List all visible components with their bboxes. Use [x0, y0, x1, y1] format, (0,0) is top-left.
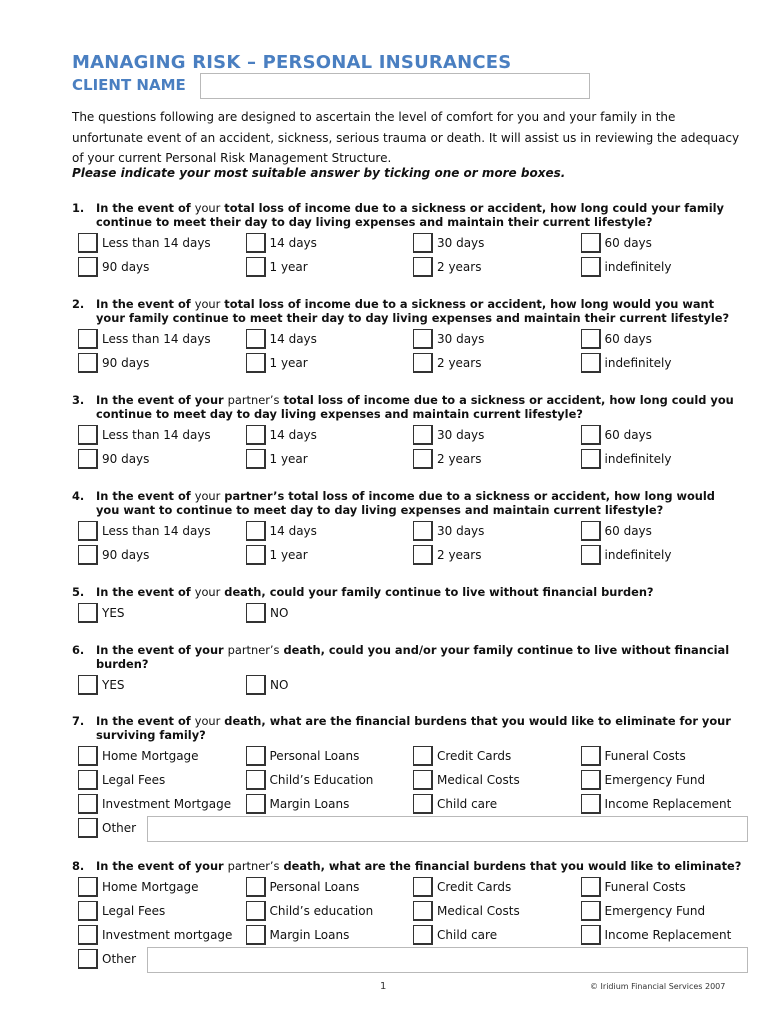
option-checkbox[interactable]: [581, 233, 601, 253]
options-grid: [72, 673, 742, 697]
option-label: 14 days: [269, 428, 317, 442]
option-checkbox[interactable]: [78, 925, 98, 945]
option[interactable]: [240, 543, 408, 567]
option-checkbox[interactable]: [78, 770, 98, 790]
question-text: [72, 859, 742, 873]
options-row: [72, 744, 742, 768]
option-checkbox[interactable]: [413, 449, 433, 469]
question-pre-text: In the event of: [96, 489, 195, 503]
option[interactable]: [72, 543, 240, 567]
question-pre-text: In the event of: [96, 201, 195, 215]
option-label: 2 years: [437, 260, 482, 274]
option[interactable]: [575, 447, 743, 471]
option-label: Margin Loans: [269, 797, 350, 811]
option[interactable]: [575, 899, 743, 923]
option-label: 2 years: [437, 356, 482, 370]
option-checkbox[interactable]: [78, 794, 98, 814]
option-label: Other: [102, 952, 137, 966]
option-label: indefinitely: [604, 260, 672, 274]
option[interactable]: [575, 231, 743, 255]
option-checkbox[interactable]: [581, 770, 601, 790]
question-text: [72, 393, 742, 421]
option-label: Emergency Fund: [604, 904, 706, 918]
option-checkbox[interactable]: [413, 925, 433, 945]
option-checkbox[interactable]: [413, 794, 433, 814]
option-label: NO: [270, 606, 289, 620]
option[interactable]: [240, 255, 408, 279]
option[interactable]: [407, 519, 575, 543]
page-title: MANAGING RISK – PERSONAL INSURANCES: [72, 52, 512, 73]
option-label: Medical Costs: [437, 773, 520, 787]
option[interactable]: [407, 423, 575, 447]
question-body: [96, 393, 742, 421]
options-row: [72, 423, 742, 447]
question-number: 8.: [72, 859, 85, 873]
option[interactable]: [407, 543, 575, 567]
option-checkbox[interactable]: [413, 545, 433, 565]
question-pre-text: In the event of your: [96, 643, 228, 657]
option-checkbox[interactable]: [78, 877, 98, 897]
option-checkbox[interactable]: [246, 449, 266, 469]
option-checkbox[interactable]: [78, 901, 98, 921]
question-number: 6.: [72, 643, 85, 657]
option[interactable]: [240, 923, 408, 947]
option[interactable]: [575, 744, 743, 768]
option-checkbox[interactable]: [246, 603, 266, 623]
option-checkbox[interactable]: [581, 545, 601, 565]
intro-paragraph: The questions following are designed to ascertain the level of comfort for you and your family in the unfortunate event of an accident, sickness, serious trauma or death. It will assist us in reviewing the adequacy of your current Personal Risk Management Structure.: [72, 110, 740, 165]
question-text: [72, 297, 742, 325]
question-text: [72, 714, 742, 742]
question-body: [96, 201, 742, 229]
options-grid: [72, 423, 742, 471]
option[interactable]: [72, 327, 240, 351]
question-text: [72, 585, 742, 599]
option-checkbox[interactable]: [78, 257, 98, 277]
question-light-text: your: [194, 585, 221, 599]
question-post-text: partner’s total loss of income due to a sickness or accident, how long would you want to continue to meet day to day living expenses and maintain current lifestyle?: [96, 489, 715, 517]
option-label: 1 year: [269, 548, 308, 562]
question-text: [72, 201, 742, 229]
option-checkbox[interactable]: [78, 233, 98, 253]
option[interactable]: [407, 327, 575, 351]
question-light-text: your: [194, 297, 221, 311]
options-grid: [72, 231, 742, 279]
option[interactable]: [575, 768, 743, 792]
option-checkbox[interactable]: [581, 925, 601, 945]
option-checkbox[interactable]: [413, 257, 433, 277]
question-post-text: death, what are the financial burdens that you would like to eliminate?: [279, 859, 742, 873]
question-light-text: partner’s: [227, 393, 280, 407]
option[interactable]: [72, 519, 240, 543]
option-label: Funeral Costs: [604, 880, 686, 894]
options-row: [72, 543, 742, 567]
options-row: [72, 447, 742, 471]
option-checkbox[interactable]: [413, 233, 433, 253]
option-checkbox[interactable]: [78, 603, 98, 623]
question-post-text: death, could you and/or your family continue to live without financial burden?: [96, 643, 730, 671]
option-checkbox[interactable]: [581, 901, 601, 921]
question-post-text: death, what are the financial burdens that you would like to eliminate for your surviving family?: [96, 714, 731, 742]
option-label: Investment mortgage: [102, 928, 233, 942]
option-checkbox[interactable]: [581, 329, 601, 349]
question-1: [72, 201, 742, 279]
option-label: 90 days: [102, 356, 150, 370]
question-body: [96, 585, 742, 599]
option-checkbox[interactable]: [246, 877, 266, 897]
options-row: [72, 673, 742, 697]
question-pre-text: In the event of: [96, 297, 195, 311]
option[interactable]: [240, 744, 408, 768]
option[interactable]: [575, 255, 743, 279]
question-light-text: partner’s: [227, 859, 280, 873]
option[interactable]: [72, 255, 240, 279]
options-row: [72, 255, 742, 279]
question-post-text: death, could your family continue to live without financial burden?: [220, 585, 654, 599]
option[interactable]: [407, 899, 575, 923]
question-light-text: your: [194, 201, 221, 215]
options-row: [72, 768, 742, 792]
option-label: 14 days: [269, 236, 317, 250]
question-2: [72, 297, 742, 375]
option[interactable]: [72, 601, 240, 625]
page-number: 1: [380, 981, 387, 992]
options-row: [72, 231, 742, 255]
option-label: Emergency Fund: [604, 773, 706, 787]
option-checkbox[interactable]: [246, 770, 266, 790]
option-label: Personal Loans: [269, 880, 360, 894]
option[interactable]: [407, 231, 575, 255]
option-label: Child’s education: [269, 904, 374, 918]
option-label: Medical Costs: [437, 904, 520, 918]
option-label: Less than 14 days: [102, 428, 211, 442]
question-post-text: total loss of income due to a sickness or accident, how long would you want your family continue to meet their day to day living expenses and maintain their current lifestyle?: [96, 297, 730, 325]
option[interactable]: [72, 768, 240, 792]
option-label: NO: [270, 678, 289, 692]
option-label: Child care: [437, 928, 498, 942]
option-label: YES: [102, 606, 125, 620]
option-checkbox[interactable]: [246, 675, 266, 695]
option[interactable]: [240, 351, 408, 375]
option-label: Credit Cards: [437, 749, 512, 763]
option-label: Less than 14 days: [102, 236, 211, 250]
option[interactable]: [407, 744, 575, 768]
question-body: [96, 297, 742, 325]
question-light-text: your: [194, 489, 221, 503]
option-checkbox[interactable]: [413, 770, 433, 790]
option-label: Personal Loans: [269, 749, 360, 763]
option[interactable]: [407, 875, 575, 899]
option-label: 2 years: [437, 548, 482, 562]
question-5: [72, 585, 742, 625]
question-number: 1.: [72, 201, 85, 215]
option[interactable]: [407, 923, 575, 947]
option[interactable]: [575, 923, 743, 947]
options-grid: [72, 519, 742, 567]
option[interactable]: [407, 792, 575, 816]
option-checkbox[interactable]: [246, 746, 266, 766]
instruction-text: Please indicate your most suitable answer by ticking one or more boxes.: [72, 166, 566, 180]
option-label: 30 days: [437, 236, 485, 250]
option-checkbox[interactable]: [78, 818, 98, 838]
options-row: [72, 601, 742, 625]
options-grid: [72, 327, 742, 375]
option[interactable]: [240, 231, 408, 255]
question-body: [96, 714, 742, 742]
option[interactable]: [240, 601, 408, 625]
option[interactable]: [575, 543, 743, 567]
option-label: 1 year: [269, 260, 308, 274]
option-checkbox[interactable]: [78, 521, 98, 541]
question-light-text: partner’s: [227, 643, 280, 657]
option[interactable]: [240, 423, 408, 447]
option[interactable]: [72, 673, 240, 697]
option[interactable]: [407, 351, 575, 375]
option-checkbox[interactable]: [413, 329, 433, 349]
option-label: 90 days: [102, 548, 150, 562]
question-pre-text: In the event of: [96, 714, 195, 728]
option-checkbox[interactable]: [413, 353, 433, 373]
other-text-field[interactable]: [147, 947, 748, 973]
option-checkbox[interactable]: [581, 746, 601, 766]
option-checkbox[interactable]: [581, 794, 601, 814]
option-checkbox[interactable]: [246, 425, 266, 445]
options-row: [72, 519, 742, 543]
options-row: [72, 351, 742, 375]
option-label: 14 days: [269, 524, 317, 538]
option-label: 60 days: [604, 428, 652, 442]
question-light-text: your: [194, 714, 221, 728]
question-number: 4.: [72, 489, 85, 503]
option-checkbox[interactable]: [413, 425, 433, 445]
option-checkbox[interactable]: [581, 353, 601, 373]
options-row: [72, 875, 742, 899]
option-label: 30 days: [437, 524, 485, 538]
option-checkbox[interactable]: [413, 901, 433, 921]
option[interactable]: [575, 875, 743, 899]
option-checkbox[interactable]: [581, 257, 601, 277]
option[interactable]: [407, 447, 575, 471]
option[interactable]: [575, 423, 743, 447]
option[interactable]: [240, 673, 408, 697]
option-label: Home Mortgage: [102, 749, 199, 763]
option-label: Income Replacement: [604, 797, 732, 811]
option[interactable]: [72, 792, 240, 816]
option-checkbox[interactable]: [246, 521, 266, 541]
option[interactable]: [407, 255, 575, 279]
option[interactable]: [575, 792, 743, 816]
options-grid: [72, 601, 742, 625]
option-label: Credit Cards: [437, 880, 512, 894]
option-checkbox[interactable]: [246, 233, 266, 253]
question-text: [72, 643, 742, 671]
option-checkbox[interactable]: [246, 353, 266, 373]
question-body: [96, 643, 742, 671]
option-label: 1 year: [269, 356, 308, 370]
option[interactable]: [72, 447, 240, 471]
option-checkbox[interactable]: [78, 449, 98, 469]
question-body: [96, 489, 742, 517]
option-checkbox[interactable]: [581, 449, 601, 469]
question-pre-text: In the event of your: [96, 393, 228, 407]
option[interactable]: [72, 923, 240, 947]
option-label: indefinitely: [604, 356, 672, 370]
option-label: Margin Loans: [269, 928, 350, 942]
option-checkbox[interactable]: [581, 521, 601, 541]
option-label: Investment Mortgage: [102, 797, 232, 811]
option-label: Funeral Costs: [604, 749, 686, 763]
options-row: [72, 327, 742, 351]
option-checkbox[interactable]: [581, 425, 601, 445]
option-checkbox[interactable]: [581, 877, 601, 897]
option[interactable]: [240, 327, 408, 351]
option-label: Other: [102, 821, 137, 835]
options-row: [72, 899, 742, 923]
option[interactable]: [575, 519, 743, 543]
option[interactable]: [72, 899, 240, 923]
option-label: 30 days: [437, 332, 485, 346]
question-pre-text: In the event of: [96, 585, 195, 599]
option-label: 60 days: [604, 236, 652, 250]
option-label: 90 days: [102, 260, 150, 274]
option-label: Child’s Education: [269, 773, 374, 787]
option-checkbox[interactable]: [78, 949, 98, 969]
question-3: [72, 393, 742, 471]
option-label: Legal Fees: [102, 904, 166, 918]
question-number: 3.: [72, 393, 85, 407]
option[interactable]: [240, 447, 408, 471]
option-checkbox[interactable]: [78, 746, 98, 766]
question-pre-text: In the event of your: [96, 859, 228, 873]
option[interactable]: [240, 899, 408, 923]
question-number: 7.: [72, 714, 85, 728]
option-label: Less than 14 days: [102, 524, 211, 538]
option[interactable]: [240, 875, 408, 899]
option-checkbox[interactable]: [246, 545, 266, 565]
option[interactable]: [72, 351, 240, 375]
option[interactable]: [575, 327, 743, 351]
options-row: [72, 792, 742, 816]
option-label: indefinitely: [604, 452, 672, 466]
option-label: 1 year: [269, 452, 308, 466]
option[interactable]: [575, 351, 743, 375]
option-label: YES: [102, 678, 125, 692]
option-checkbox[interactable]: [413, 521, 433, 541]
question-post-text: total loss of income due to a sickness or accident, how long could your family continue to meet their day to day living expenses and maintain their current lifestyle?: [96, 201, 724, 229]
question-post-text: total loss of income due to a sickness or accident, how long could you continue to meet day to day living expenses and maintain current lifestyle?: [96, 393, 734, 421]
option-checkbox[interactable]: [246, 329, 266, 349]
option-checkbox[interactable]: [246, 257, 266, 277]
question-number: 2.: [72, 297, 85, 311]
option[interactable]: [407, 768, 575, 792]
option-label: Legal Fees: [102, 773, 166, 787]
option[interactable]: [72, 875, 240, 899]
question-6: [72, 643, 742, 697]
question-body: [96, 859, 742, 873]
option-checkbox[interactable]: [413, 877, 433, 897]
option-checkbox[interactable]: [413, 746, 433, 766]
option-label: Income Replacement: [604, 928, 732, 942]
option-checkbox[interactable]: [78, 353, 98, 373]
option-label: 30 days: [437, 428, 485, 442]
option[interactable]: [72, 423, 240, 447]
option-label: 60 days: [604, 524, 652, 538]
question-number: 5.: [72, 585, 85, 599]
option-label: 90 days: [102, 452, 150, 466]
other-text-field[interactable]: [147, 816, 748, 842]
option-label: 60 days: [604, 332, 652, 346]
option[interactable]: [240, 768, 408, 792]
option-label: Less than 14 days: [102, 332, 211, 346]
question-text: [72, 489, 742, 517]
option-checkbox[interactable]: [78, 545, 98, 565]
option-label: indefinitely: [604, 548, 672, 562]
client-name-label: CLIENT NAME: [72, 76, 186, 94]
option-label: Home Mortgage: [102, 880, 199, 894]
option[interactable]: [240, 792, 408, 816]
question-4: [72, 489, 742, 567]
option-checkbox[interactable]: [246, 925, 266, 945]
option-checkbox[interactable]: [78, 329, 98, 349]
client-name-field[interactable]: [200, 73, 590, 99]
option[interactable]: [72, 744, 240, 768]
option-checkbox[interactable]: [78, 675, 98, 695]
option-checkbox[interactable]: [246, 901, 266, 921]
option-label: 2 years: [437, 452, 482, 466]
option[interactable]: [240, 519, 408, 543]
option-checkbox[interactable]: [246, 794, 266, 814]
option[interactable]: [72, 231, 240, 255]
options-row: [72, 923, 742, 947]
option-checkbox[interactable]: [78, 425, 98, 445]
copyright-notice: © Iridium Financial Services 2007: [590, 982, 726, 991]
option-label: 14 days: [269, 332, 317, 346]
option-label: Child care: [437, 797, 498, 811]
